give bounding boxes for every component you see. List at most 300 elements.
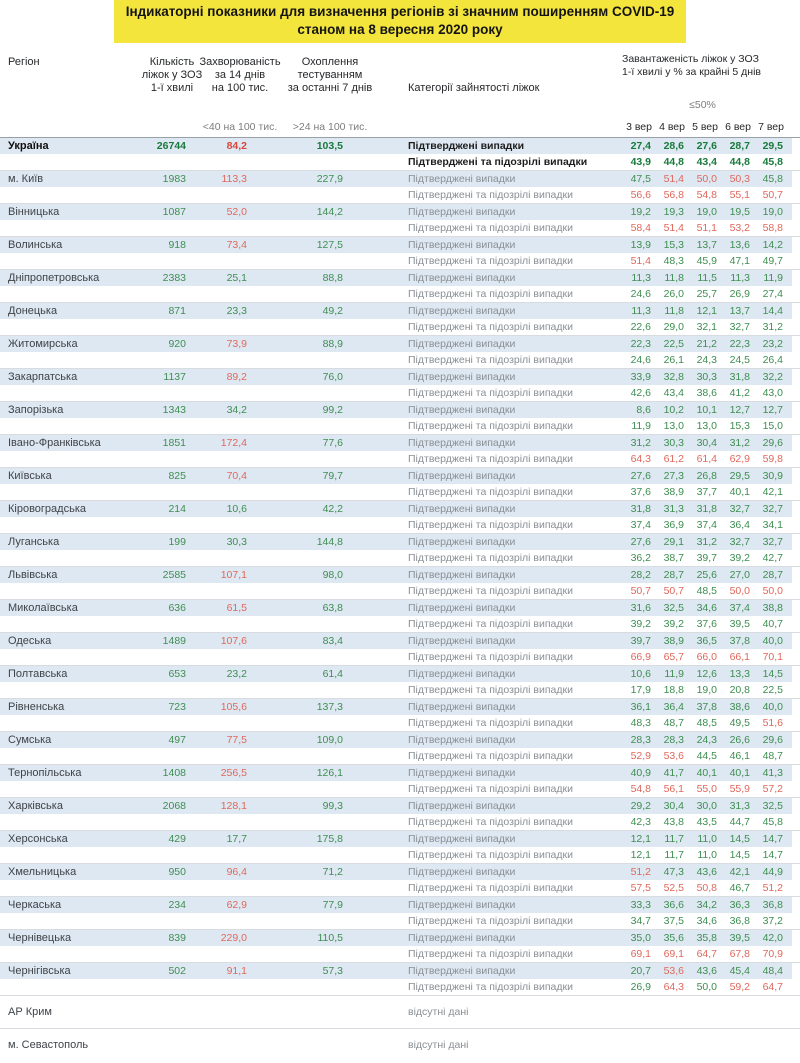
table-row <box>0 632 800 665</box>
day-value: 32,7 <box>729 536 750 548</box>
category-label-confirmed-suspected: Підтверджені та підозрілі випадки <box>408 849 573 861</box>
category-label-confirmed: Підтверджені випадки <box>408 206 516 218</box>
day-value: 46,7 <box>729 882 750 894</box>
day-value: 32,2 <box>762 371 783 383</box>
category-label-confirmed: Підтверджені випадки <box>408 635 516 647</box>
table-row <box>0 302 800 335</box>
day-value: 19,0 <box>762 206 783 218</box>
day-value: 51,2 <box>630 866 651 878</box>
day-value: 53,2 <box>729 222 750 234</box>
category-label-confirmed: Підтверджені випадки <box>408 371 516 383</box>
day-value: 27,6 <box>630 536 651 548</box>
day-value: 50,0 <box>729 585 750 597</box>
region-name: Харківська <box>8 800 63 812</box>
day-value: 31,8 <box>729 371 750 383</box>
day-value: 48,5 <box>696 717 717 729</box>
category-label-confirmed: Підтверджені випадки <box>408 239 516 251</box>
testing-value: 79,7 <box>322 470 343 482</box>
region-name: Івано-Франківська <box>8 437 101 449</box>
day-value: 30,3 <box>696 371 717 383</box>
day-value: 23,2 <box>762 338 783 350</box>
day-value: 59,8 <box>762 453 783 465</box>
region-name: Черкаська <box>8 899 62 911</box>
incidence-threshold-label: <40 на 100 тис. <box>202 121 278 133</box>
day-value: 38,8 <box>762 602 783 614</box>
category-label-confirmed-suspected: Підтверджені та підозрілі випадки <box>408 783 573 795</box>
column-header-incidence: Захворюваність за 14 днів на 100 тис. <box>199 56 281 94</box>
table-row <box>0 863 800 896</box>
testing-value: 126,1 <box>316 767 343 779</box>
region-name: Дніпропетровська <box>8 272 100 284</box>
occupancy-threshold-label: ≤50% <box>689 99 716 111</box>
beds-value: 2068 <box>162 800 186 812</box>
day-value: 43,0 <box>762 387 783 399</box>
region-name: Одеська <box>8 635 52 647</box>
day-value: 32,7 <box>762 503 783 515</box>
day-value: 44,9 <box>762 866 783 878</box>
incidence-value: 89,2 <box>226 371 247 383</box>
table-row <box>0 1028 800 1061</box>
day-value: 61,4 <box>696 453 717 465</box>
region-name: Херсонська <box>8 833 68 845</box>
day-value: 39,2 <box>630 618 651 630</box>
day-value: 36,5 <box>696 635 717 647</box>
day-value: 40,1 <box>696 767 717 779</box>
region-name: Полтавська <box>8 668 68 680</box>
day-value: 36,9 <box>663 519 684 531</box>
day-value: 36,1 <box>630 701 651 713</box>
day-label: 6 вер <box>725 121 751 133</box>
day-value: 53,6 <box>663 750 684 762</box>
category-label-confirmed-suspected: Підтверджені та підозрілі випадки <box>408 453 573 465</box>
category-label-confirmed-suspected: Підтверджені та підозрілі випадки <box>408 222 573 234</box>
day-value: 21,2 <box>696 338 717 350</box>
beds-value: 1137 <box>163 371 186 383</box>
beds-value: 429 <box>168 833 186 845</box>
day-value: 10,1 <box>696 404 717 416</box>
category-label-confirmed: Підтверджені випадки <box>408 140 525 152</box>
no-data-label: відсутні дані <box>408 1039 469 1051</box>
category-label-confirmed-suspected: Підтверджені та підозрілі випадки <box>408 189 573 201</box>
day-value: 29,0 <box>663 321 684 333</box>
day-value: 28,3 <box>630 734 651 746</box>
day-value: 37,8 <box>696 701 717 713</box>
incidence-value: 17,7 <box>226 833 247 845</box>
day-value: 24,6 <box>630 288 651 300</box>
day-value: 62,9 <box>729 453 750 465</box>
day-value: 36,8 <box>729 915 750 927</box>
day-value: 38,9 <box>663 486 684 498</box>
beds-value: 2383 <box>162 272 186 284</box>
region-name: м. Севастополь <box>8 1039 89 1051</box>
day-value: 26,8 <box>696 470 717 482</box>
region-name: Житомирська <box>8 338 78 350</box>
day-value: 14,5 <box>762 668 783 680</box>
day-value: 33,3 <box>630 899 651 911</box>
beds-value: 234 <box>168 899 186 911</box>
day-value: 47,3 <box>663 866 684 878</box>
beds-value: 26744 <box>156 140 186 152</box>
day-value: 42,6 <box>630 387 651 399</box>
category-label-confirmed: Підтверджені випадки <box>408 536 516 548</box>
category-label-confirmed-suspected: Підтверджені та підозрілі випадки <box>408 882 573 894</box>
day-value: 37,5 <box>663 915 684 927</box>
table-row <box>0 896 800 929</box>
beds-value: 2585 <box>162 569 186 581</box>
day-value: 27,4 <box>630 140 651 152</box>
day-value: 59,2 <box>729 981 750 993</box>
day-value: 34,6 <box>696 602 717 614</box>
table-row <box>0 764 800 797</box>
beds-value: 1983 <box>162 173 186 185</box>
day-value: 51,1 <box>696 222 717 234</box>
category-label-confirmed-suspected: Підтверджені та підозрілі випадки <box>408 981 573 993</box>
column-header-category: Категорії зайнятості ліжок <box>408 82 540 94</box>
day-value: 55,0 <box>696 783 717 795</box>
day-value: 55,9 <box>729 783 750 795</box>
day-value: 42,0 <box>762 932 783 944</box>
day-value: 32,5 <box>762 800 783 812</box>
day-value: 42,1 <box>762 486 783 498</box>
day-value: 11,3 <box>631 272 651 284</box>
day-label: 5 вер <box>692 121 718 133</box>
day-value: 39,2 <box>729 552 750 564</box>
testing-value: 127,5 <box>316 239 343 251</box>
day-value: 38,7 <box>663 552 684 564</box>
beds-value: 636 <box>168 602 186 614</box>
category-label-confirmed-suspected: Підтверджені та підозрілі випадки <box>408 420 573 432</box>
table-row <box>0 995 800 1028</box>
category-label-confirmed-suspected: Підтверджені та підозрілі випадки <box>408 816 573 828</box>
day-value: 44,7 <box>729 816 750 828</box>
day-value: 41,7 <box>663 767 684 779</box>
day-value: 32,5 <box>663 602 684 614</box>
day-value: 14,7 <box>762 833 783 845</box>
testing-value: 76,0 <box>322 371 343 383</box>
testing-value: 110,5 <box>317 932 343 944</box>
day-value: 40,0 <box>762 635 783 647</box>
incidence-value: 62,9 <box>226 899 247 911</box>
day-labels-row <box>622 121 787 134</box>
day-value: 64,3 <box>663 981 684 993</box>
day-value: 31,3 <box>663 503 684 515</box>
day-value: 41,2 <box>729 387 750 399</box>
day-value: 28,3 <box>663 734 684 746</box>
table-row <box>0 203 800 236</box>
day-value: 19,0 <box>696 206 717 218</box>
incidence-value: 113,3 <box>221 173 247 185</box>
day-value: 11,8 <box>664 272 684 284</box>
table-row <box>0 368 800 401</box>
day-value: 13,9 <box>630 239 651 251</box>
day-value: 11,7 <box>664 849 684 861</box>
day-value: 28,7 <box>663 569 684 581</box>
day-value: 31,2 <box>762 321 783 333</box>
column-header-occupancy: Завантаженість ліжок у ЗОЗ 1-ї хвилі у % за крайні 5 днів <box>622 53 762 78</box>
day-value: 35,0 <box>630 932 651 944</box>
day-value: 42,1 <box>729 866 750 878</box>
day-value: 13,3 <box>729 668 750 680</box>
day-value: 51,6 <box>762 717 783 729</box>
day-value: 30,4 <box>696 437 717 449</box>
testing-value: 63,8 <box>322 602 343 614</box>
day-value: 28,7 <box>762 569 783 581</box>
day-value: 37,6 <box>696 618 717 630</box>
category-label-confirmed: Підтверджені випадки <box>408 734 516 746</box>
day-value: 57,5 <box>630 882 651 894</box>
day-value: 69,1 <box>630 948 651 960</box>
day-value: 55,1 <box>729 189 750 201</box>
day-value: 35,6 <box>663 932 684 944</box>
table-row <box>0 335 800 368</box>
day-value: 53,6 <box>663 965 684 977</box>
day-value: 31,2 <box>729 437 750 449</box>
testing-value: 49,2 <box>322 305 343 317</box>
day-value: 56,1 <box>663 783 684 795</box>
testing-value: 144,2 <box>316 206 343 218</box>
day-value: 43,5 <box>696 816 717 828</box>
beds-value: 199 <box>168 536 186 548</box>
day-value: 13,6 <box>729 239 750 251</box>
beds-value: 825 <box>168 470 186 482</box>
column-header-region: Регіон <box>8 56 40 68</box>
incidence-value: 10,6 <box>226 503 247 515</box>
category-label-confirmed-suspected: Підтверджені та підозрілі випадки <box>408 552 573 564</box>
testing-value: 88,9 <box>322 338 343 350</box>
day-value: 30,3 <box>663 437 684 449</box>
day-value: 11,8 <box>664 305 684 317</box>
day-value: 27,6 <box>630 470 651 482</box>
testing-value: 99,2 <box>322 404 343 416</box>
beds-value: 1087 <box>162 206 186 218</box>
day-value: 30,0 <box>696 800 717 812</box>
day-value: 14,7 <box>762 849 783 861</box>
day-value: 37,7 <box>696 486 717 498</box>
day-value: 27,3 <box>663 470 684 482</box>
category-label-confirmed-suspected: Підтверджені та підозрілі випадки <box>408 915 573 927</box>
category-label-confirmed-suspected: Підтверджені та підозрілі випадки <box>408 288 573 300</box>
category-label-confirmed: Підтверджені випадки <box>408 305 516 317</box>
incidence-value: 23,3 <box>226 305 247 317</box>
day-value: 29,5 <box>762 140 783 152</box>
day-value: 39,7 <box>630 635 651 647</box>
title-band <box>0 0 800 43</box>
day-value: 36,8 <box>762 899 783 911</box>
incidence-value: 34,2 <box>226 404 247 416</box>
region-name: Чернівецька <box>8 932 72 944</box>
day-value: 12,6 <box>696 668 717 680</box>
region-name: Хмельницька <box>8 866 77 878</box>
day-value: 39,5 <box>729 618 750 630</box>
column-header-beds: Кількість ліжок у ЗОЗ 1-ї хвилі <box>141 56 203 94</box>
testing-value: 103,5 <box>316 140 343 152</box>
day-value: 43,6 <box>696 965 717 977</box>
category-label-confirmed: Підтверджені випадки <box>408 602 516 614</box>
beds-value: 214 <box>168 503 186 515</box>
day-value: 11,0 <box>697 849 717 861</box>
testing-value: 175,8 <box>316 833 343 845</box>
testing-value: 144,8 <box>316 536 343 548</box>
day-value: 25,6 <box>696 569 717 581</box>
table-row <box>0 467 800 500</box>
table-row <box>0 599 800 632</box>
day-value: 30,9 <box>762 470 783 482</box>
day-value: 34,2 <box>696 899 717 911</box>
day-value: 14,5 <box>729 833 750 845</box>
testing-threshold-label: >24 на 100 тис. <box>292 121 368 133</box>
category-label-confirmed: Підтверджені випадки <box>408 833 516 845</box>
day-value: 50,7 <box>663 585 684 597</box>
table-row <box>0 236 800 269</box>
day-value: 14,5 <box>729 849 750 861</box>
region-name: Луганська <box>8 536 60 548</box>
day-value: 26,6 <box>729 734 750 746</box>
day-value: 54,8 <box>630 783 651 795</box>
category-label-confirmed-suspected: Підтверджені та підозрілі випадки <box>408 948 573 960</box>
day-value: 12,7 <box>762 404 783 416</box>
day-value: 31,2 <box>696 536 717 548</box>
category-label-confirmed-suspected: Підтверджені та підозрілі випадки <box>408 618 573 630</box>
incidence-value: 73,9 <box>226 338 247 350</box>
day-value: 19,0 <box>696 684 717 696</box>
day-value: 29,1 <box>663 536 684 548</box>
testing-value: 88,8 <box>322 272 343 284</box>
day-value: 11,0 <box>697 833 717 845</box>
day-value: 36,6 <box>663 899 684 911</box>
day-value: 49,5 <box>729 717 750 729</box>
incidence-value: 107,6 <box>220 635 247 647</box>
no-data-label: відсутні дані <box>408 1006 469 1018</box>
day-value: 11,9 <box>664 668 684 680</box>
category-label-confirmed-suspected: Підтверджені та підозрілі випадки <box>408 387 573 399</box>
region-name: Закарпатська <box>8 371 78 383</box>
category-label-confirmed-suspected: Підтверджені та підозрілі випадки <box>408 255 573 267</box>
incidence-value: 91,1 <box>226 965 247 977</box>
table-row <box>0 962 800 995</box>
day-value: 22,5 <box>762 684 783 696</box>
day-value: 39,5 <box>729 932 750 944</box>
category-label-confirmed: Підтверджені випадки <box>408 932 516 944</box>
table-row <box>0 731 800 764</box>
day-value: 32,7 <box>729 503 750 515</box>
day-value: 50,3 <box>729 173 750 185</box>
day-value: 44,8 <box>663 156 684 168</box>
day-value: 44,8 <box>729 156 750 168</box>
day-value: 8,6 <box>636 404 651 416</box>
region-name: Тернопільська <box>8 767 82 779</box>
day-value: 28,6 <box>663 140 684 152</box>
day-value: 19,2 <box>630 206 651 218</box>
day-value: 22,3 <box>729 338 750 350</box>
beds-value: 723 <box>168 701 186 713</box>
day-value: 70,1 <box>762 651 783 663</box>
day-value: 13,7 <box>729 305 750 317</box>
table-row <box>0 170 800 203</box>
table-row <box>0 533 800 566</box>
category-label-confirmed: Підтверджені випадки <box>408 701 516 713</box>
table-row <box>0 797 800 830</box>
day-value: 11,7 <box>664 833 684 845</box>
day-value: 24,6 <box>630 354 651 366</box>
day-value: 33,9 <box>630 371 651 383</box>
category-label-confirmed: Підтверджені випадки <box>408 173 516 185</box>
region-name: Донецька <box>8 305 58 317</box>
beds-value: 950 <box>168 866 186 878</box>
testing-value: 227,9 <box>316 173 343 185</box>
day-value: 45,8 <box>762 816 783 828</box>
region-name: Чернігівська <box>8 965 71 977</box>
day-value: 24,3 <box>696 354 717 366</box>
day-value: 52,5 <box>663 882 684 894</box>
category-label-confirmed-suspected: Підтверджені та підозрілі випадки <box>408 717 573 729</box>
day-value: 45,9 <box>696 255 717 267</box>
table-header <box>0 42 800 137</box>
day-value: 50,0 <box>762 585 783 597</box>
day-value: 32,8 <box>663 371 684 383</box>
day-value: 44,5 <box>696 750 717 762</box>
day-value: 48,7 <box>762 750 783 762</box>
day-value: 38,6 <box>696 387 717 399</box>
day-value: 15,0 <box>762 420 783 432</box>
incidence-value: 77,5 <box>226 734 247 746</box>
day-label: 4 вер <box>659 121 685 133</box>
day-value: 28,7 <box>729 140 750 152</box>
day-value: 27,4 <box>762 288 783 300</box>
day-value: 22,3 <box>630 338 651 350</box>
day-value: 37,4 <box>696 519 717 531</box>
category-label-confirmed: Підтверджені випадки <box>408 866 516 878</box>
category-label-confirmed-suspected: Підтверджені та підозрілі випадки <box>408 651 573 663</box>
day-value: 11,5 <box>697 272 717 284</box>
testing-value: 99,3 <box>322 800 343 812</box>
beds-value: 502 <box>168 965 186 977</box>
table-row <box>0 434 800 467</box>
day-value: 29,6 <box>762 734 783 746</box>
incidence-value: 229,0 <box>220 932 247 944</box>
day-value: 43,4 <box>696 156 717 168</box>
day-value: 32,7 <box>762 536 783 548</box>
incidence-value: 105,6 <box>220 701 247 713</box>
day-value: 34,7 <box>630 915 651 927</box>
incidence-value: 70,4 <box>226 470 247 482</box>
beds-value: 920 <box>168 338 186 350</box>
category-label-confirmed: Підтверджені випадки <box>408 668 516 680</box>
day-value: 26,0 <box>663 288 684 300</box>
region-name: Вінницька <box>8 206 60 218</box>
day-value: 24,3 <box>696 734 717 746</box>
day-value: 29,6 <box>762 437 783 449</box>
region-name: Волинська <box>8 239 63 251</box>
day-value: 70,9 <box>762 948 783 960</box>
day-value: 35,8 <box>696 932 717 944</box>
beds-value: 1343 <box>162 404 186 416</box>
day-value: 36,4 <box>663 701 684 713</box>
beds-value: 839 <box>168 932 186 944</box>
day-value: 36,2 <box>630 552 651 564</box>
day-value: 26,9 <box>729 288 750 300</box>
day-value: 37,2 <box>762 915 783 927</box>
day-value: 51,2 <box>762 882 783 894</box>
day-value: 66,1 <box>729 651 750 663</box>
day-value: 39,2 <box>663 618 684 630</box>
day-value: 36,3 <box>729 899 750 911</box>
table-row <box>0 401 800 434</box>
region-name: Україна <box>8 140 49 152</box>
column-header-testing: Охоплення тестуванням за останні 7 днів <box>287 56 373 94</box>
day-value: 47,5 <box>630 173 651 185</box>
day-value: 31,6 <box>630 602 651 614</box>
region-name: Миколаївська <box>8 602 78 614</box>
